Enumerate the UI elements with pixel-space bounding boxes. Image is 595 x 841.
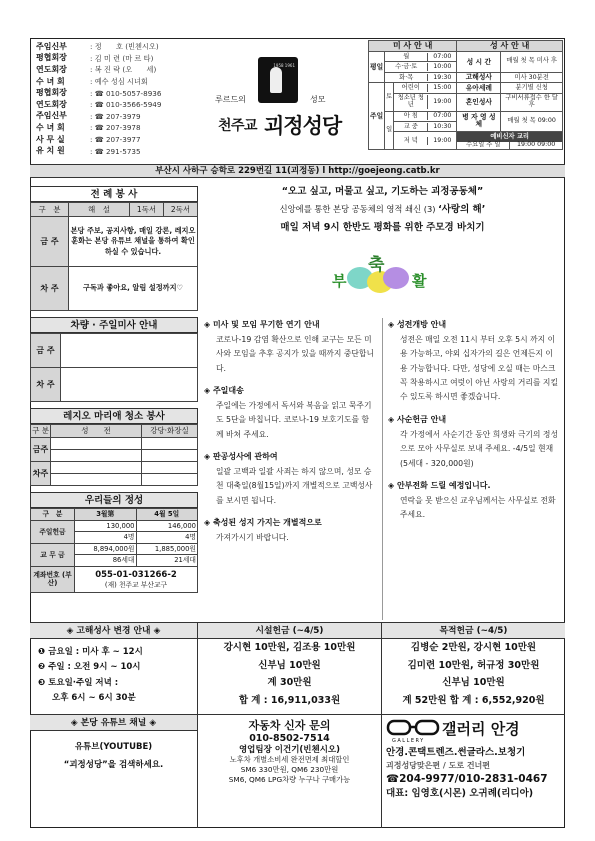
staff-role: 수 녀 회 [36, 76, 65, 86]
this-week-label: 금 주 [31, 217, 69, 267]
headline-sub [200, 204, 565, 216]
headline-prayer: 매일 저녁 9시 한반도 평화를 위한 주모경 바치기 [280, 222, 485, 233]
notice-item [204, 450, 376, 508]
articles-right [388, 318, 560, 531]
confession-line: ❶ 금요일 : 미사 후 ~ 12시 [38, 647, 143, 657]
sunday-offering-label: 주일헌금 [31, 521, 75, 544]
facility-title: 시설헌금 (~4/5) [198, 622, 381, 639]
staff-row [36, 99, 196, 111]
glasses-icon [386, 718, 442, 740]
count: 21세대 [136, 555, 198, 566]
facility-donors [198, 639, 381, 709]
staff-row [36, 134, 196, 146]
mass-day: 월 [385, 53, 428, 61]
mass-day: 교 중 [394, 123, 428, 131]
staff-row [36, 122, 196, 134]
notice-title: ◈ 안부전화 드릴 예정입니다. [388, 480, 491, 490]
next-week-label: 차 주 [31, 267, 69, 311]
staff-row [36, 76, 196, 88]
account-label: 계좌번호 (부산) [31, 566, 75, 592]
confession-line: ❸ 토요일·주일 저녁 : [38, 677, 119, 688]
col-header: 성 전 [51, 425, 142, 438]
articles-left [204, 318, 376, 553]
dues-label: 교 무 금 [31, 543, 75, 566]
col-header: 3월第 [75, 509, 137, 521]
staff-role: 사 무 실 [36, 134, 65, 144]
notice-body: 연락을 못 받으신 교우님께서는 사무실로 전화 주세요. [400, 495, 556, 520]
optical-phone: ☎204-9977/010-2831-0467 [386, 772, 548, 785]
easter-greeting-graphic [318, 248, 438, 296]
staff-row [36, 87, 196, 99]
sacrament-key: 유아세례 [457, 83, 501, 93]
optical-ad [382, 714, 565, 828]
staff-value: : 예수 성심 시녀회 [90, 77, 148, 87]
car-ad [198, 714, 382, 828]
facility-offering-box [198, 622, 382, 714]
mass-day: 화·목 [385, 74, 428, 82]
count: 4명 [136, 532, 198, 543]
notice-title: ◈ 성전개방 안내 [388, 320, 447, 329]
catechumen-times: 19:00 09:00 [516, 141, 556, 149]
purpose-donors [382, 639, 565, 709]
sacrament-value: 분기별 신청 [501, 83, 563, 93]
notice-body: 일괄 고백과 일괄 사죄는 하지 않으며, 성모 승천 대축일(8월15일)까지 개별적으로 고백성사를 보시면 됩니다. [216, 466, 373, 505]
mass-time: 07:00 [433, 112, 452, 120]
notice-body: 주일에는 가정에서 독서와 복음을 읽고 묵주기도 5단을 바칩니다. 코로나-19 보호기도를 함께 바쳐 주세요. [216, 400, 372, 439]
mass-schedule-table [368, 40, 563, 150]
purpose-offering-box [382, 622, 565, 714]
address-bar: 부산시 사하구 승학로 229번길 11(괴정동) l http://goejeong.catb.kr [30, 164, 565, 178]
next-week-label: 차 주 [31, 368, 61, 402]
amount: 130,000 [75, 521, 137, 532]
this-week-label: 금 주 [31, 334, 61, 368]
mass-time: 10:30 [433, 122, 452, 130]
confession-title: ◈ 고해성사 변경 안내 ◈ [30, 622, 197, 639]
confession-line: ❷ 주일 : 오전 9시 ~ 10시 [38, 662, 141, 673]
vehicle-table [30, 333, 198, 402]
liturgy-title: 전 례 봉 사 [30, 186, 198, 202]
next-week-label: 차주 [31, 462, 51, 486]
sunday-label: 주일 [369, 83, 385, 150]
easter-char-2: 축 [368, 255, 385, 275]
catechumen-days: 수요일 주 일 [457, 142, 510, 149]
notice-body: 가져가시기 바랍니다. [216, 532, 289, 542]
egg-icon [383, 267, 409, 289]
mass-time: 19:00 [433, 98, 452, 106]
notice-title: ◈ 미사 및 모임 무기한 연기 안내 [204, 320, 320, 329]
sacrament-title: 성 사 안 내 [457, 41, 563, 52]
legio-table [30, 424, 198, 486]
notice-item [204, 516, 376, 545]
mass-day: 청소년 청 년 [394, 95, 428, 108]
car-ad-line: 노후차 개별소비세 완전면제 최대할인 [229, 755, 350, 765]
seongmo-label: 성모 [310, 95, 326, 104]
car-ad-line: SM6, QM6 LPG차량 누구나 구매가능 [228, 774, 351, 784]
notice-item [204, 318, 376, 376]
confession-schedule [30, 639, 197, 712]
sacrament-value: 매월 첫 목 09:00 [501, 111, 563, 132]
amount: 1,885,000원 [136, 543, 198, 554]
finance-table [30, 508, 198, 593]
sacrament-key: 혼인성사 [457, 93, 501, 111]
staff-value: : ☎ 291-5735 [90, 146, 141, 156]
column-divider [382, 318, 383, 620]
staff-row [36, 41, 196, 53]
count: 4명 [75, 532, 137, 543]
donor-line: 강시현 10만원, 김조용 10만원 [223, 642, 356, 653]
col-header: 구 분 [31, 203, 69, 217]
catechumen-label: 예비신자 교리 [457, 132, 562, 142]
notice-title: ◈ 판공성사에 관하여 [204, 452, 278, 462]
logo-year: 1958 1961 [273, 63, 295, 68]
legio-title: 레지오 마리애 청소 봉사 [30, 408, 198, 424]
bottom-section [30, 622, 565, 828]
vehicle-title: 차량 · 주일미사 안내 [30, 317, 198, 333]
mary-statue-icon [270, 67, 282, 93]
mass-time: 15:00 [433, 83, 452, 91]
staff-row [36, 111, 196, 123]
youtube-notice: 본당 주보, 공지사항, 매일 강론, 레지오 훈화는 본당 유튜브 채널을 통하여 확인하실 수 있습니다. [69, 217, 198, 267]
donor-line: 계 30만원 [267, 677, 312, 689]
optical-location: 괴정성당맞은편 / 도로 건너편 [386, 761, 491, 771]
amount: 146,000 [136, 521, 198, 532]
easter-char-1: 부 [332, 272, 347, 290]
mass-time: 19:00 [433, 136, 452, 144]
finance-title: 우리들의 정성 [30, 492, 198, 508]
staff-value: : 복 진 락 (오 세) [90, 65, 157, 75]
staff-value: : 김 미 련 (마 르 타) [90, 53, 154, 63]
notice-title: ◈ 축성된 성지 가지는 개별적으로 [204, 518, 322, 528]
gallery-label: GALLERY [392, 738, 425, 744]
staff-value: : 정 호 (빈첸시오) [90, 42, 159, 52]
staff-role: 연도회장 [36, 99, 67, 109]
confession-line: 오후 6시 ~ 6시 30분 [52, 692, 136, 703]
donor-line: 합 계 : 16,911,033원 [238, 694, 341, 706]
staff-role: 주임신부 [36, 111, 67, 121]
notice-title: ◈ 주일대송 [204, 386, 244, 396]
staff-role: 수 녀 회 [36, 122, 65, 132]
sacrament-value: 미사 30분전 [501, 72, 563, 82]
staff-value: : ☎ 010-5057-8936 [90, 88, 162, 98]
weekday-label: 평일 [369, 52, 385, 83]
staff-role: 평협회장 [36, 88, 67, 98]
subscribe-notice: 구독과 좋아요, 알림 설정까지♡ [69, 267, 198, 311]
sacrament-value: 구비서류접수 한 달 후 [501, 93, 563, 111]
optical-products: 안경.콘택트렌즈.썬글라스.보청기 [386, 747, 526, 759]
col-header: 구 분 [31, 509, 75, 521]
parish-name: 괴정성당 [264, 113, 342, 138]
donor-line: 김미련 10만원, 허규정 30만원 [407, 659, 540, 671]
col-header: 해 설 [69, 203, 130, 217]
car-ad-name: 영업팀장 이건기(빈첸시오) [238, 744, 341, 755]
mass-time: 10:00 [433, 63, 452, 71]
sacrament-key: 병 자 영 성 체 [457, 111, 501, 132]
headline-sub-text: 신앙에를 통한 본당 공동체의 영적 쇄신 (3) [279, 204, 439, 214]
purpose-title: 목적헌금 (~4/5) [382, 622, 565, 639]
sacrament-value: 매월 첫 목 미사 후 [501, 52, 563, 73]
youtube-title: ◈ 본당 유튜브 채널 ◈ [30, 714, 197, 731]
donor-line: 김병순 2만원, 강시현 10만원 [410, 642, 537, 653]
donor-line: 신부님 10만원 [442, 677, 505, 689]
notice-body: 성전은 매일 오전 11시 부터 오후 5시 까지 이용 가능하고, 야외 십자가의 길은 언제든지 이용 가능합니다. 다만, 성당에 오실 때는 마스크 꼭 착용하시고 여럿이 아닌 사랑의 거리를 지킬수 있도록 하시면 좋겠습니다. [400, 334, 558, 402]
year-of-love: ‘사랑의 해’ [438, 204, 486, 215]
saturday-label: 토 [385, 83, 394, 111]
mass-day: 아 침 [394, 112, 428, 120]
mass-time: 07:00 [433, 52, 452, 60]
optical-brand: 갤러리 안경 [442, 719, 520, 738]
notice-item [388, 318, 560, 405]
account-number: 055-01-031266-2 [95, 569, 177, 580]
parish-logo [258, 57, 298, 103]
sunday-day-label: 일 [385, 111, 394, 149]
donor-line: 신부님 10만원 [258, 659, 321, 671]
sacrament-key: 고해성사 [457, 72, 501, 82]
staff-value: : ☎ 207-3978 [90, 123, 141, 133]
confession-box [30, 622, 198, 714]
mass-day: 어린이 [394, 84, 428, 92]
col-header: 2독서 [164, 203, 198, 217]
car-ad-title: 자동차 신자 문의 [248, 719, 331, 732]
staff-role: 유 치 원 [36, 146, 65, 156]
car-ad-phone: 010-8502-7514 [249, 732, 330, 744]
mass-time: 19:30 [433, 73, 452, 81]
staff-row [36, 64, 196, 76]
notice-item [388, 413, 560, 471]
left-column [30, 186, 198, 593]
notice-item [388, 479, 560, 523]
staff-role: 연도회장 [36, 64, 67, 74]
notice-body: 코로나-19 감염 확산으로 인해 교구는 모든 미사와 모임을 추후 공지가 있을 때까지 중단합니다. [216, 334, 374, 373]
staff-row [36, 145, 196, 157]
amount: 8,894,000원 [75, 543, 137, 554]
donor-line: 계 52만원 합 계 : 6,552,920원 [402, 694, 545, 706]
optical-owner: 대표: 임영호(시몬) 오귀례(리디아) [386, 787, 534, 799]
col-header: 강당·화장실 [142, 425, 198, 438]
car-ad-line: SM6 330만원, QM6 230만원 [240, 765, 339, 775]
mass-title: 미 사 안 내 [369, 41, 457, 52]
notice-body: 각 가정에서 사순기간 동안 희생와 극기의 정성으로 모아 사무실로 보내 주세요. -4/5일 현재 (5세대 - 320,000원) [400, 429, 558, 468]
staff-role: 평협회장 [36, 53, 67, 63]
mass-day: 수·금·토 [385, 63, 428, 71]
mass-day: 저 녁 [394, 137, 428, 145]
youtube-search-text: “괴정성당”을 검색하세요. [63, 759, 164, 770]
easter-char-3: 활 [412, 272, 427, 290]
youtube-box [30, 714, 198, 828]
liturgy-table [30, 202, 198, 311]
staff-row [36, 53, 196, 65]
col-header: 1독서 [130, 203, 164, 217]
staff-role: 주임신부 [36, 41, 67, 51]
lourdes-label: 루르드의 [215, 95, 246, 104]
staff-value: : ☎ 010-3566-5949 [90, 100, 162, 110]
count: 86세대 [75, 555, 137, 566]
staff-value: : ☎ 207-3979 [90, 111, 141, 121]
this-week-label: 금주 [31, 438, 51, 462]
notice-title: ◈ 사순헌금 안내 [388, 414, 447, 424]
staff-list [36, 41, 196, 157]
col-header: 구 분 [31, 425, 51, 438]
staff-value: : ☎ 207-3977 [90, 135, 141, 145]
youtube-label: 유튜브(YOUTUBE) [74, 742, 153, 752]
headline-motto: “오고 싶고, 머물고 싶고, 기도하는 괴정공동체” [281, 186, 484, 197]
account-name: (재) 천주교 부산교구 [104, 580, 168, 589]
cheonjugyo-label: 천주교 [218, 118, 258, 134]
sacrament-key: 성 시 간 [457, 52, 501, 73]
col-header: 4월 5일 [136, 509, 198, 521]
notice-item [204, 384, 376, 442]
